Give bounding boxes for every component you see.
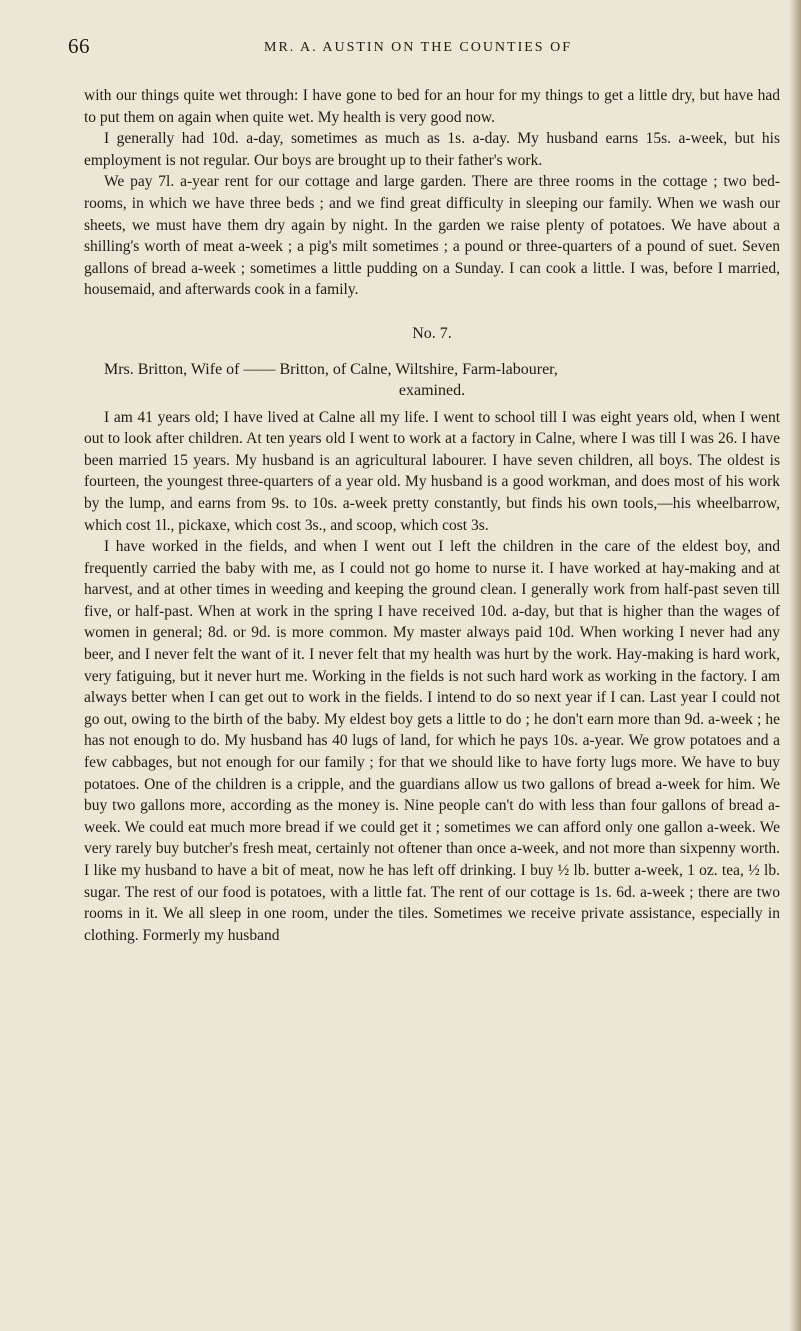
page-edge-shadow [789,0,801,1331]
paragraph: I generally had 10d. a-day, sometimes as much as 1s. a-day. My husband earns 15s. a-week, but his employment is not regular. Our boys are brought up to their father's work. [84,130,780,169]
paragraph: I have worked in the fields, and when I went out I left the children in the care of the eldest boy, and frequently carried the baby with me, as I could not go home to nurse it. I have worked at hay-making and at harvest, and at other times in weeding and keeping the ground clean. I generally work from half-past seven till five, or half-past. When at work in the spring I have received 10d. a-day, but that is higher than the wages of women in general; 8d. or 9d. is more common. My master always paid 10d. When working I never had any beer, and I never felt the want of it. I never felt that my health was hurt by the work. Hay-making is hard work, very fatiguing, but it never hurt me. Working in the fields is not such hard work as working in the factory. I am always better when I can get out to work in the fields. I intend to do so next year if I can. Last year I could not go out, owing to the birth of the baby. My eldest boy gets a little to do ; he don't earn more than 9d. a-week ; he has not enough to do. My husband has 40 lugs of land, for which he pays 10s. a-year. We grow potatoes and a few cabbages, but not enough for our family ; for that we should like to have forty lugs more. We have to buy potatoes. One of the children is a cripple, and the guardians allow us two gallons of bread a-week for him. We buy two gallons more, according as the money is. Nine people can't do with less than four gallons of bread a-week. We could eat much more bread if we could get it ; sometimes we can afford only one gallon a-week. We very rarely buy butcher's fresh meat, certainly not oftener than once a-week, and not more than sixpenny worth. I like my husband to have a bit of meat, now he has left off drinking. I buy ½ lb. butter a-week, 1 oz. tea, ½ lb. sugar. The rest of our food is potatoes, with a little fat. The rent of our cottage is 1s. 6d. a-week ; there are two rooms in it. We all sleep in one room, under the tiles. Sometimes we receive private assistance, especially in clothing. Formerly my husband [84,538,780,944]
case-number: No. 7. [412,324,452,342]
page-number: 66 [68,34,90,58]
running-head: MR. A. AUSTIN ON THE COUNTIES OF [264,40,572,55]
witness-name: Mrs. Britton, Wife of —— Britton, of Calne, Wiltshire, Farm-labourer, [104,360,558,378]
examined-label: examined. [398,381,466,399]
paragraph: I am 41 years old; I have lived at Calne all my life. I went to school till I was eight years old, when I went out to look after children. At ten years old I went to work at a factory in Calne, where I was till I was 26. I have been married 15 years. My husband is an agricultural labourer. I have seven children, all boys. The oldest is fourteen, the youngest three-quarters of a year old. My husband is a good workman, and does most of his work by the lump, and earns from 9s. to 10s. a-week pretty constantly, but finds his own tools,—his wheelbarrow, which cost 1l., pickaxe, which cost 3s., and scoop, which cost 3s. [84,408,780,534]
witness-heading [84,359,780,401]
page-header [68,34,768,62]
page-body [84,85,780,946]
paragraph: We pay 7l. a-year rent for our cottage and large garden. There are three rooms in the cottage ; two bed-rooms, in which we have three beds ; and we find great difficulty in sleeping our family. When we wash our sheets, we must have them dry again by night. In the garden we raise plenty of potatoes. We have about a shilling's worth of meat a-week ; a pig's milt sometimes ; a pound or three-quarters of a pound of suet. Seven gallons of bread a-week ; sometimes a little pudding on a Sunday. I can cook a little. I was, before I married, housemaid, and afterwards cook in a family. [84,173,780,299]
paragraph: with our things quite wet through: I have gone to bed for an hour for my things to get a little dry, but have had to put them on again when quite wet. My health is very good now. [84,87,780,126]
